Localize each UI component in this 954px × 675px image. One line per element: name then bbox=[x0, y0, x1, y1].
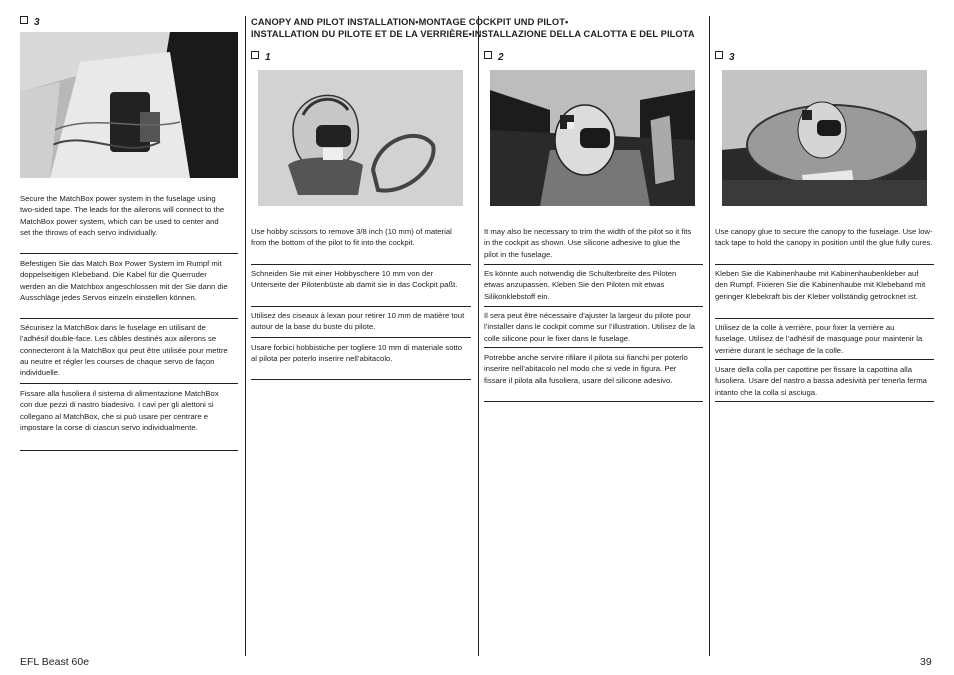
step-label: 2 bbox=[484, 51, 504, 63]
col3-paragraph-de: Es könnte auch notwendig die Schulterbreite des Piloten etwas anzupassen. Kleben Sie den Piloten mit etwas Silikonklebstoff ein. bbox=[484, 269, 677, 301]
col2-separator-1 bbox=[251, 264, 471, 265]
pilot-cockpit-image bbox=[490, 70, 695, 206]
col4-separator-2 bbox=[715, 318, 934, 319]
column-divider-1 bbox=[245, 16, 246, 656]
col4-paragraph-en: Use canopy glue to secure the canopy to the fuselage. Use low-tack tape to hold the canopy in position until the glue fully cures. bbox=[715, 227, 933, 248]
col1-paragraph-de: Befestigen Sie das Match Box Power System im Rumpf mit doppelseitigen Klebeband. Die Kabel für die Querruder werden an die Matchbox angeschlossen mit der Sie dann die Ausschläge jedes Servos einzeln einstellen können. bbox=[20, 259, 228, 302]
canopy-glue-photo bbox=[722, 70, 927, 206]
pilot-trim-photo bbox=[258, 70, 463, 206]
col3-separator-1 bbox=[484, 264, 703, 265]
step-label: 3 bbox=[715, 51, 735, 63]
pilot-trim-image bbox=[258, 70, 463, 206]
col1-paragraph-en: Secure the MatchBox power system in the fuselage using two-sided tape. The leads for the ailerons will connect to the MatchBox power system, which can be used to center and set the throws of each servo individually. bbox=[20, 194, 225, 237]
col1-separator-4 bbox=[20, 450, 238, 451]
fuselage-matchbox-photo bbox=[20, 32, 238, 178]
col4-paragraph-fr: Utilisez de la colle à verrière, pour fixer la verrière au fuselage. Utilisez de l’adhésif de masquage pour maintenir la verrière durant le séchage de la colle. bbox=[715, 323, 923, 355]
section-heading: CANOPY AND PILOT INSTALLATION•MONTAGE COCKPIT UND PILOT• INSTALLATION DU PILOTE ET DE LA VERRIÈRE•INSTALLAZIONE DELLA CALOTTA E DEL PILOTA bbox=[251, 17, 695, 39]
page-number: 39 bbox=[920, 656, 932, 668]
col4-paragraph-de: Kleben Sie die Kabinenhaube mit Kabinenhaubenkleber auf den Rumpf. Fixieren Sie die Kabinenhaube mit Klebeband mit geringer Klebekraft bis der Kleber vollständig getrocknet ist. bbox=[715, 269, 926, 301]
step-label: 1 bbox=[251, 51, 271, 63]
col4-separator-3 bbox=[715, 359, 934, 360]
col3-separator-4 bbox=[484, 401, 703, 402]
col1-separator-2 bbox=[20, 318, 238, 319]
col2-paragraph-en: Use hobby scissors to remove 3/8 inch (10 mm) of material from the bottom of the pilot to fit into the cockpit. bbox=[251, 227, 452, 248]
col2-paragraph-it: Usare forbici hobbistiche per togliere 10 mm di materiale sotto al pilota per poterlo inserire nell’abitacolo. bbox=[251, 343, 463, 364]
col2-separator-4 bbox=[251, 379, 471, 380]
checkbox-icon bbox=[484, 51, 492, 59]
canopy-glue-image bbox=[722, 70, 927, 206]
col3-paragraph-it: Potrebbe anche servire rifilare il pilota sui fianchi per poterlo inserire nell’abitacolo nel modo che si vede in figura. Per fissare il pilota alla fusoliera, usare del silicone adesivo. bbox=[484, 353, 688, 385]
col2-separator-3 bbox=[251, 337, 471, 338]
col3-separator-3 bbox=[484, 347, 703, 348]
col4-separator-4 bbox=[715, 401, 934, 402]
col3-paragraph-fr: Il sera peut être nécessaire d’ajuster la largeur du pilote pour l’installer dans le cockpit comme sur l’illustration. Utilisez de la colle silicone pour le fixer dans le fuselage. bbox=[484, 311, 696, 343]
col1-separator-3 bbox=[20, 383, 238, 384]
col4-separator-1 bbox=[715, 264, 934, 265]
col1-paragraph-it: Fissare alla fusoliera il sistema di alimentazione MatchBox con due pezzi di nastro biadesivo. I cavi per gli alettoni si collegano al MatchBox, che si può usare per centrare e impostare la corse di ciascun servo individualmente. bbox=[20, 389, 219, 432]
step-label: 3 bbox=[20, 16, 40, 28]
col2-separator-2 bbox=[251, 306, 471, 307]
footer-model-name: EFL Beast 60e bbox=[20, 656, 90, 668]
col1-paragraph-fr: Sécurisez la MatchBox dans le fuselage en utilisant de l’adhésif double-face. Les câbles destinés aux ailerons se connecteront à la MatchBox qui peut être utilisée pour mettre au neutre et régler les courses de chaque servo de façon individuelle. bbox=[20, 323, 228, 378]
pilot-cockpit-photo bbox=[490, 70, 695, 206]
col2-paragraph-fr: Utilisez des ciseaux à lexan pour retirer 10 mm de matière tout autour de la base du buste du pilote. bbox=[251, 311, 465, 332]
col4-paragraph-it: Usare della colla per capottine per fissare la capottina alla fusoliera. Usare del nastro a bassa adesività per tenerla ferma intanto che la colla si asciuga. bbox=[715, 365, 927, 397]
checkbox-icon bbox=[20, 16, 28, 24]
col3-paragraph-en: It may also be necessary to trim the width of the pilot so it fits in the cockpit as shown. Use silicone adhesive to glue the pilot in the fuselage. bbox=[484, 227, 692, 259]
column-divider-3 bbox=[709, 16, 710, 656]
column-divider-2 bbox=[478, 16, 479, 656]
col2-paragraph-de: Schneiden Sie mit einer Hobbyschere 10 mm von der Unterseite der Pilotenbüste ab damit sie in das Cockpit paßt. bbox=[251, 269, 458, 290]
col1-separator-1 bbox=[20, 253, 238, 254]
col3-separator-2 bbox=[484, 306, 703, 307]
checkbox-icon bbox=[251, 51, 259, 59]
fuselage-matchbox-image bbox=[20, 32, 238, 178]
checkbox-icon bbox=[715, 51, 723, 59]
